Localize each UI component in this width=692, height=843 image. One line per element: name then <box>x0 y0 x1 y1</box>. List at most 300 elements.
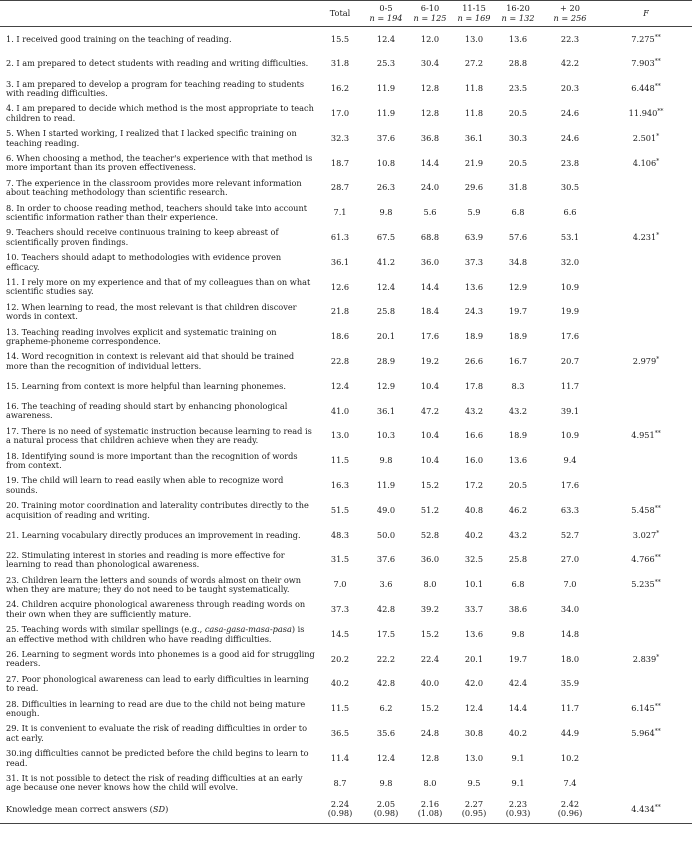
cell-group-value: 68.8 <box>420 232 440 243</box>
summary-row <box>0 796 692 824</box>
cell-group-value: 12.4 <box>376 752 396 763</box>
cell-group-value: 9.8 <box>379 455 393 466</box>
table-row <box>0 523 692 548</box>
cell-group-value: 17.2 <box>464 480 484 491</box>
cell-group-value: 26.3 <box>376 182 396 193</box>
row-label: 6. When choosing a method, the teacher's experience with that method is more important than its proven effectiveness. <box>6 152 313 173</box>
cell-total: 7.0 <box>333 579 347 590</box>
cell-group-value: 16.7 <box>508 356 528 367</box>
cell-group-value: 24.6 <box>560 132 580 143</box>
cell-group-value: 20.1 <box>376 331 396 342</box>
cell-group-value: 13.6 <box>464 281 484 292</box>
cell-total: 12.4 <box>330 380 350 391</box>
cell-group-value: 47.2 <box>420 405 440 416</box>
cell-f-value <box>600 771 692 796</box>
cell-total: 40.2 <box>330 678 350 689</box>
cell-total: 36.5 <box>330 728 350 738</box>
cell-f-value <box>600 597 692 622</box>
header-group-over-20: + 20 n = 256 <box>540 1 600 27</box>
significance-mark: * <box>656 356 660 364</box>
cell-group-value: 18.4 <box>420 306 440 317</box>
cell-group-value: 34.8 <box>508 256 528 267</box>
row-label: 8. In order to choose reading method, teachers should take into account scientific information rather than their experience. <box>6 202 308 222</box>
cell-group-value: 16.6 <box>464 430 484 441</box>
summary-f: 4.434** <box>600 796 692 824</box>
cell-group-value: 18.9 <box>508 331 528 342</box>
cell-f-value: 5.235** <box>631 579 661 590</box>
cell-group-value: 12.9 <box>376 380 396 391</box>
cell-group-value: 8.0 <box>423 579 437 590</box>
cell-group-value: 15.2 <box>420 628 440 639</box>
cell-group-value: 20.5 <box>508 108 528 119</box>
cell-group-value: 17.6 <box>560 331 580 342</box>
cell-f-value <box>600 201 692 226</box>
cell-group-value: 14.4 <box>508 703 528 714</box>
cell-group-value: 42.8 <box>376 604 396 615</box>
header-group-11-15: 11-15 n = 169 <box>452 1 496 27</box>
cell-group-value: 30.4 <box>420 58 440 69</box>
row-label: 9. Teachers should receive continuous training to keep abreast of scientifically proven findings. <box>6 227 279 247</box>
cell-group-value: 52.8 <box>420 529 440 540</box>
cell-group-value: 36.0 <box>420 554 440 565</box>
cell-total: 11.5 <box>330 703 350 714</box>
cell-group-value: 50.0 <box>376 529 396 540</box>
cell-group-value: 40.2 <box>508 728 528 738</box>
row-label: 2. I am prepared to detect students with reading and writing difficulties. <box>6 58 309 69</box>
table-row <box>0 126 692 151</box>
row-label: 4. I am prepared to decide which method is the most appropriate to teach children to read. <box>6 103 314 123</box>
cell-group-value: 52.7 <box>560 529 580 540</box>
cell-total: 36.1 <box>330 256 350 267</box>
cell-group-value: 11.9 <box>376 480 396 491</box>
cell-group-value: 32.5 <box>464 554 484 565</box>
cell-group-value: 40.8 <box>464 504 484 515</box>
cell-group-value: 6.8 <box>511 207 525 218</box>
cell-group-value: 53.1 <box>560 232 580 243</box>
cell-group-value: 28.8 <box>508 58 528 69</box>
table-row <box>0 27 692 52</box>
row-label: 16. The teaching of reading should start by enhancing phonological awareness. <box>6 400 288 421</box>
cell-group-value: 34.0 <box>560 604 580 615</box>
cell-f-value: 4.231* <box>632 232 660 243</box>
row-label: 7. The experience in the classroom provides more relevant information about teaching methodology than scientific research. <box>6 177 302 198</box>
cell-group-value: 12.9 <box>508 281 528 292</box>
cell-f-value <box>600 399 692 424</box>
cell-total: 28.7 <box>330 182 350 193</box>
cell-total: 48.3 <box>330 529 350 540</box>
cell-group-value: 46.2 <box>508 504 528 515</box>
cell-total: 31.8 <box>330 58 350 69</box>
cell-group-value: 43.2 <box>508 405 528 416</box>
cell-group-value: 12.8 <box>420 752 440 763</box>
cell-group-value: 28.9 <box>376 356 396 367</box>
significance-mark: ** <box>654 430 661 438</box>
cell-f-value <box>600 449 692 474</box>
table-row <box>0 473 692 498</box>
cell-f-value: 2.839* <box>632 653 660 664</box>
table-row <box>0 201 692 226</box>
cell-group-value: 17.5 <box>376 628 396 639</box>
cell-group-value: 12.4 <box>376 281 396 292</box>
significance-mark: ** <box>654 83 661 91</box>
cell-group-value: 20.3 <box>560 83 580 94</box>
cell-f-value <box>600 176 692 201</box>
cell-group-value: 63.9 <box>464 232 484 243</box>
cell-group-value: 10.4 <box>420 380 440 391</box>
cell-total: 7.1 <box>333 207 347 218</box>
row-label: 25. Teaching words with similar spellings (e.g., casa-gasa-masa-pasa) is an effective method with children who have reading difficulties. <box>6 624 305 644</box>
cell-group-value: 40.2 <box>464 529 484 540</box>
cell-group-value: 42.4 <box>508 678 528 689</box>
cell-group-value: 11.8 <box>464 108 484 119</box>
significance-mark: * <box>656 132 660 140</box>
cell-group-value: 10.4 <box>420 430 440 441</box>
significance-mark: ** <box>654 504 661 512</box>
cell-total: 21.8 <box>330 306 350 317</box>
cell-group-value: 6.6 <box>563 207 577 218</box>
cell-total: 61.3 <box>330 232 350 243</box>
cell-group-value: 25.8 <box>508 554 528 565</box>
row-label: 21. Learning vocabulary directly produces an improvement in reading. <box>6 529 301 540</box>
cell-total: 18.7 <box>330 157 350 168</box>
cell-group-value: 12.0 <box>420 33 440 44</box>
cell-group-value: 24.8 <box>420 728 440 738</box>
cell-total: 18.6 <box>330 331 350 342</box>
cell-group-value: 17.8 <box>464 380 484 391</box>
row-label: 22. Stimulating interest in stories and reading is more effective for learning to read than phonological awareness. <box>6 549 285 570</box>
cell-f-value: 3.027* <box>632 529 660 540</box>
cell-group-value: 18.9 <box>508 430 528 441</box>
cell-group-value: 9.1 <box>511 752 525 763</box>
cell-group-value: 27.0 <box>560 554 580 565</box>
cell-group-value: 11.9 <box>376 83 396 94</box>
cell-f-value: 6.145** <box>631 703 661 714</box>
cell-group-value: 13.6 <box>508 33 528 44</box>
cell-group-value: 10.2 <box>560 752 580 763</box>
row-label: 11. I rely more on my experience and that of my colleagues than on what scientific studies say. <box>6 276 311 297</box>
cell-total: 15.5 <box>330 33 350 44</box>
cell-group-value: 5.6 <box>423 207 437 218</box>
cell-group-value: 36.0 <box>420 256 440 267</box>
cell-group-value: 22.3 <box>560 33 580 44</box>
cell-group-value: 38.6 <box>508 604 528 615</box>
significance-mark: * <box>656 232 660 240</box>
significance-mark: ** <box>654 58 661 66</box>
cell-group-value: 9.1 <box>511 777 525 788</box>
cell-group-value: 44.9 <box>560 728 580 738</box>
cell-group-value: 14.8 <box>560 628 580 639</box>
significance-mark: ** <box>654 33 661 41</box>
row-label: 13. Teaching reading involves explicit and systematic training on grapheme-phoneme correspondence. <box>6 326 277 346</box>
table-row <box>0 672 692 697</box>
cell-f-value: 7.275** <box>631 33 661 44</box>
table-row <box>0 697 692 722</box>
summary-group-over-20: 2.42 (0.96) <box>540 796 600 824</box>
cell-group-value: 24.6 <box>560 108 580 119</box>
cell-group-value: 23.5 <box>508 83 528 94</box>
table-row <box>0 746 692 771</box>
cell-f-value <box>600 275 692 300</box>
cell-group-value: 10.9 <box>560 281 580 292</box>
row-label: 14. Word recognition in context is relevant aid that should be trained more than the recognition of individual letters. <box>6 351 295 371</box>
cell-group-value: 13.6 <box>508 455 528 466</box>
table-row <box>0 300 692 325</box>
header-item-column <box>0 1 316 27</box>
cell-total: 37.3 <box>330 604 350 615</box>
cell-group-value: 9.8 <box>379 777 393 788</box>
header-total: Total <box>316 1 364 27</box>
table-body <box>0 27 692 824</box>
cell-group-value: 7.4 <box>563 777 577 788</box>
cell-group-value: 33.7 <box>464 604 484 615</box>
cell-group-value: 40.0 <box>420 678 440 689</box>
cell-group-value: 13.6 <box>464 628 484 639</box>
cell-group-value: 10.3 <box>376 430 396 441</box>
significance-mark: * <box>656 653 660 661</box>
table-row <box>0 399 692 424</box>
cell-group-value: 26.6 <box>464 356 484 367</box>
significance-mark: ** <box>657 108 664 116</box>
cell-total: 20.2 <box>330 653 350 664</box>
cell-group-value: 36.1 <box>376 405 396 416</box>
cell-group-value: 11.7 <box>560 380 580 391</box>
row-label: 1. I received good training on the teaching of reading. <box>6 33 232 44</box>
cell-group-value: 37.6 <box>376 132 396 143</box>
cell-group-value: 19.2 <box>420 356 440 367</box>
cell-f-value <box>600 250 692 275</box>
cell-group-value: 36.8 <box>420 132 440 143</box>
cell-group-value: 17.6 <box>420 331 440 342</box>
cell-group-value: 18.9 <box>464 331 484 342</box>
row-label: 19. The child will learn to read easily when able to recognize word sounds. <box>6 475 284 495</box>
cell-f-value: 2.979* <box>632 356 660 367</box>
table-row <box>0 424 692 449</box>
significance-mark: ** <box>654 728 661 735</box>
row-label: 24. Children acquire phonological awareness through reading words on their own when they are sufficiently mature. <box>6 599 306 619</box>
table-row <box>0 449 692 474</box>
cell-group-value: 9.8 <box>379 207 393 218</box>
cell-group-value: 6.2 <box>379 703 393 714</box>
row-label: 29. It is convenient to evaluate the risk of reading difficulties in order to act early. <box>6 723 307 743</box>
cell-group-value: 15.2 <box>420 703 440 714</box>
cell-group-value: 25.3 <box>376 58 396 69</box>
table-row <box>0 647 692 672</box>
cell-group-value: 49.0 <box>376 504 396 515</box>
cell-group-value: 11.9 <box>376 108 396 119</box>
header-f-statistic: F <box>600 1 692 27</box>
significance-mark: * <box>656 529 660 537</box>
cell-f-value: 4.951** <box>631 430 661 441</box>
table-row <box>0 349 692 374</box>
cell-group-value: 36.1 <box>464 132 484 143</box>
cell-group-value: 21.9 <box>464 157 484 168</box>
cell-group-value: 12.4 <box>464 703 484 714</box>
table-row <box>0 498 692 523</box>
table-row <box>0 374 692 399</box>
cell-f-value <box>600 746 692 771</box>
cell-group-value: 20.5 <box>508 480 528 491</box>
table-row <box>0 325 692 350</box>
cell-f-value: 5.964** <box>631 728 661 738</box>
cell-total: 17.0 <box>330 108 350 119</box>
cell-group-value: 19.9 <box>560 306 580 317</box>
table-row <box>0 597 692 622</box>
cell-group-value: 25.8 <box>376 306 396 317</box>
cell-f-value <box>600 473 692 498</box>
row-label: 30.ing difficulties cannot be predicted before the child begins to learn to read. <box>6 748 309 768</box>
table-row <box>0 77 692 102</box>
cell-group-value: 43.2 <box>508 529 528 540</box>
table-row <box>0 250 692 275</box>
cell-group-value: 35.6 <box>376 728 396 738</box>
cell-group-value: 7.0 <box>563 579 577 590</box>
cell-group-value: 9.4 <box>563 455 577 466</box>
cell-group-value: 51.2 <box>420 504 440 515</box>
cell-f-value: 6.448** <box>631 83 661 94</box>
table-row <box>0 548 692 573</box>
cell-group-value: 63.3 <box>560 504 580 515</box>
cell-total: 31.5 <box>330 554 350 565</box>
cell-f-value: 5.458** <box>631 504 661 515</box>
cell-group-value: 41.2 <box>376 256 396 267</box>
cell-f-value: 7.903** <box>631 58 661 69</box>
row-label: 31. It is not possible to detect the risk of reading difficulties at an early age because one never knows how the child will evolve. <box>6 772 303 793</box>
cell-group-value: 10.1 <box>464 579 484 590</box>
cell-group-value: 6.8 <box>511 579 525 590</box>
cell-group-value: 31.8 <box>508 182 528 193</box>
cell-group-value: 10.4 <box>420 455 440 466</box>
cell-group-value: 14.4 <box>420 157 440 168</box>
header-group-0-5: 0-5 n = 194 <box>364 1 408 27</box>
cell-total: 12.6 <box>330 281 350 292</box>
cell-group-value: 9.8 <box>511 628 525 639</box>
cell-total: 32.3 <box>330 132 350 143</box>
cell-f-value <box>600 672 692 697</box>
cell-group-value: 18.0 <box>560 653 580 664</box>
cell-group-value: 14.4 <box>420 281 440 292</box>
cell-f-value <box>600 300 692 325</box>
table-row <box>0 771 692 796</box>
cell-group-value: 20.5 <box>508 157 528 168</box>
row-label: 12. When learning to read, the most relevant is that children discover words in context. <box>6 301 297 322</box>
row-label: 10. Teachers should adapt to methodologies with evidence proven efficacy. <box>6 252 282 272</box>
cell-total: 16.2 <box>330 83 350 94</box>
cell-group-value: 35.9 <box>560 678 580 689</box>
header-group-16-20: 16-20 n = 132 <box>496 1 540 27</box>
cell-total: 11.5 <box>330 455 350 466</box>
cell-group-value: 37.6 <box>376 554 396 565</box>
cell-total: 16.3 <box>330 480 350 491</box>
row-label: 20. Training motor coordination and laterality contributes directly to the acquisition of reading and writing. <box>6 500 309 520</box>
cell-group-value: 30.5 <box>560 182 580 193</box>
cell-group-value: 39.1 <box>560 405 580 416</box>
cell-group-value: 30.3 <box>508 132 528 143</box>
cell-group-value: 12.8 <box>420 108 440 119</box>
cell-group-value: 8.3 <box>511 380 525 391</box>
table-row <box>0 573 692 598</box>
cell-group-value: 12.4 <box>376 33 396 44</box>
cell-group-value: 20.7 <box>560 356 580 367</box>
significance-mark: * <box>656 157 660 165</box>
cell-group-value: 39.2 <box>420 604 440 615</box>
summary-group-0-5: 2.05 (0.98) <box>364 796 408 824</box>
row-label: 15. Learning from context is more helpful than learning phonemes. <box>6 380 286 391</box>
header-group-6-10: 6-10 n = 125 <box>408 1 452 27</box>
cell-group-value: 16.0 <box>464 455 484 466</box>
cell-f-value: 11.940** <box>628 108 664 119</box>
cell-group-value: 30.8 <box>464 728 484 738</box>
cell-f-value <box>600 622 692 647</box>
table-row <box>0 275 692 300</box>
table-row <box>0 101 692 126</box>
cell-total: 41.0 <box>330 405 350 416</box>
cell-group-value: 27.2 <box>464 58 484 69</box>
cell-group-value: 13.0 <box>464 33 484 44</box>
cell-group-value: 12.8 <box>420 83 440 94</box>
cell-group-value: 13.0 <box>464 752 484 763</box>
cell-group-value: 29.6 <box>464 182 484 193</box>
cell-group-value: 19.7 <box>508 653 528 664</box>
summary-group-6-10: 2.16 (1.08) <box>408 796 452 824</box>
summary-total: 2.24 (0.98) <box>316 796 364 824</box>
table-row <box>0 151 692 176</box>
cell-f-value: 4.766** <box>631 554 661 565</box>
cell-group-value: 19.7 <box>508 306 528 317</box>
cell-group-value: 42.8 <box>376 678 396 689</box>
cell-total: 11.4 <box>330 752 350 763</box>
summary-label: Knowledge mean correct answers (SD) <box>0 796 316 824</box>
cell-group-value: 11.8 <box>464 83 484 94</box>
row-label: 23. Children learn the letters and sounds of words almost on their own when they are mature; they do not need to be taught systematically. <box>6 574 302 594</box>
summary-group-11-15: 2.27 (0.95) <box>452 796 496 824</box>
cell-group-value: 9.5 <box>467 777 481 788</box>
row-label: 5. When I started working, I realized that I lacked specific training on teaching reading. <box>6 128 297 148</box>
cell-group-value: 32.0 <box>560 256 580 267</box>
row-label: 28. Difficulties in learning to read are due to the child not being mature enough. <box>6 698 306 718</box>
cell-group-value: 15.2 <box>420 480 440 491</box>
table-row <box>0 52 692 77</box>
cell-group-value: 20.1 <box>464 653 484 664</box>
row-label: 27. Poor phonological awareness can lead to early difficulties in learning to read. <box>6 673 309 694</box>
summary-group-16-20: 2.23 (0.93) <box>496 796 540 824</box>
table-row <box>0 176 692 201</box>
cell-group-value: 42.2 <box>560 58 580 69</box>
cell-group-value: 23.8 <box>560 157 580 168</box>
cell-group-value: 37.3 <box>464 256 484 267</box>
cell-f-value <box>600 325 692 350</box>
row-label: 18. Identifying sound is more important than the recognition of words from context. <box>6 450 298 470</box>
cell-group-value: 22.4 <box>420 653 440 664</box>
cell-group-value: 43.2 <box>464 405 484 416</box>
row-label: 26. Learning to segment words into phonemes is a good aid for struggling readers. <box>6 648 315 669</box>
cell-group-value: 24.0 <box>420 182 440 193</box>
cell-group-value: 24.3 <box>464 306 484 317</box>
cell-total: 22.8 <box>330 356 350 367</box>
significance-mark: ** <box>654 554 661 562</box>
table-header <box>0 1 692 27</box>
cell-f-value: 4.106* <box>632 157 660 168</box>
cell-group-value: 17.6 <box>560 480 580 491</box>
cell-group-value: 67.5 <box>376 232 396 243</box>
cell-group-value: 57.6 <box>508 232 528 243</box>
table-row <box>0 622 692 647</box>
table-row <box>0 225 692 250</box>
cell-group-value: 10.9 <box>560 430 580 441</box>
cell-total: 8.7 <box>333 777 347 788</box>
cell-group-value: 10.8 <box>376 157 396 168</box>
cell-total: 14.5 <box>330 628 350 639</box>
cell-group-value: 22.2 <box>376 653 396 664</box>
